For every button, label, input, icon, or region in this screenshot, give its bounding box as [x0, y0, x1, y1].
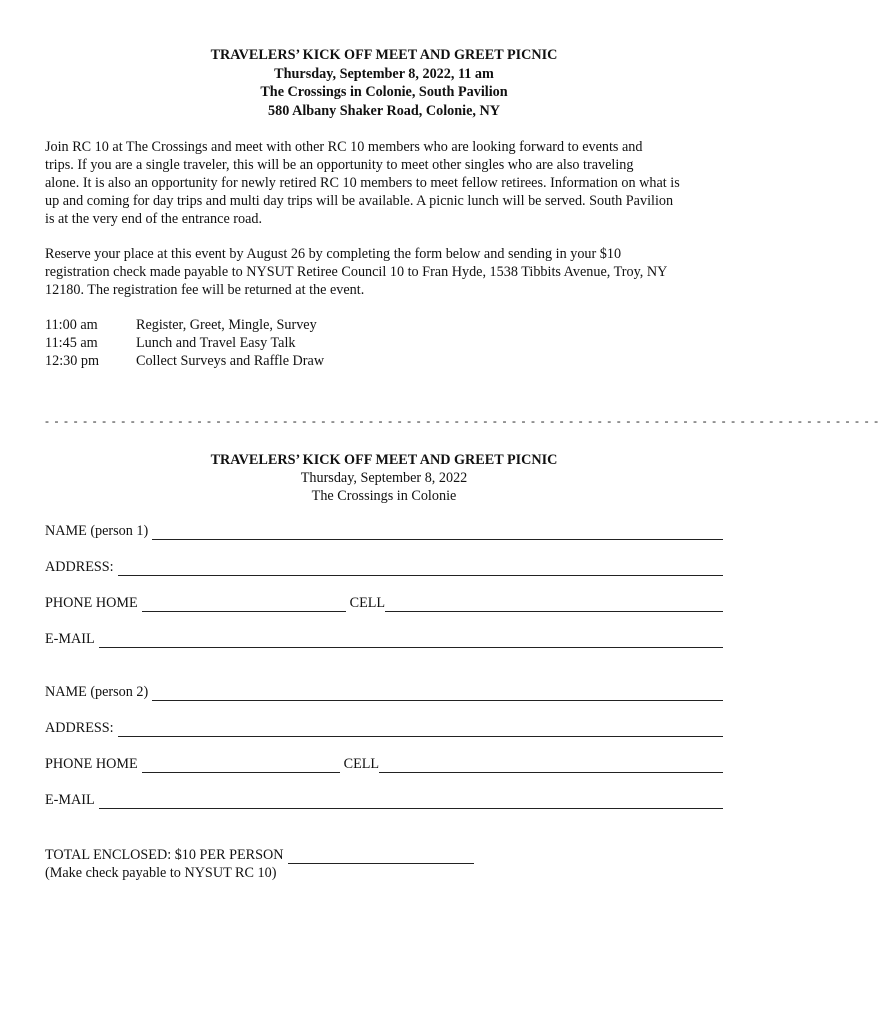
reserve-line: registration check made payable to NYSUT Retiree Council 10 to Fran Hyde, 1538 Tibbits Avenue, Troy, NY: [45, 264, 668, 280]
document-page: [45, 46, 879, 882]
reserve-paragraph: [45, 245, 723, 299]
cell-person2-label: CELL: [343, 756, 380, 772]
schedule-row: [45, 316, 723, 334]
name-person2-label: NAME (person 2): [45, 684, 149, 700]
phone-person2-field[interactable]: [45, 755, 723, 773]
address-person2-field[interactable]: [45, 719, 723, 737]
form-date: Thursday, September 8, 2022: [300, 470, 468, 486]
cell-person2-blank[interactable]: [379, 758, 723, 773]
schedule-time: 11:00 am: [45, 317, 98, 333]
cell-person1-label: CELL: [349, 595, 386, 611]
phone-home-person2-blank[interactable]: [142, 758, 340, 773]
email-person1-label: E-MAIL: [45, 631, 95, 647]
schedule-activity: Collect Surveys and Raffle Draw: [136, 353, 325, 369]
intro-paragraph: [45, 138, 723, 228]
phone-home-person1-label: PHONE HOME: [45, 595, 138, 611]
phone-home-person1-blank[interactable]: [142, 597, 346, 612]
name-person1-blank[interactable]: [152, 525, 723, 540]
address-person2-blank[interactable]: [118, 722, 723, 737]
address-person1-label: ADDRESS:: [45, 559, 114, 575]
form-venue: The Crossings in Colonie: [311, 488, 457, 504]
event-address: 580 Albany Shaker Road, Colonie, NY: [268, 102, 500, 119]
check-payable-note: (Make check payable to NYSUT RC 10): [45, 865, 277, 881]
email-person2-field[interactable]: [45, 791, 723, 809]
form-header: [45, 451, 723, 505]
email-person2-label: E-MAIL: [45, 792, 95, 808]
name-person2-blank[interactable]: [152, 686, 723, 701]
form-title: TRAVELERS’ KICK OFF MEET AND GREET PICNIC: [210, 452, 558, 468]
schedule-row: [45, 334, 723, 352]
event-venue: The Crossings in Colonie, South Pavilion: [260, 84, 508, 100]
reserve-line: 12180. The registration fee will be returned at the event.: [45, 282, 365, 298]
intro-line: alone. It is also an opportunity for newly retired RC 10 members to meet fellow retirees. Information on what is: [45, 175, 680, 191]
intro-line: up and coming for day trips and multi day trips will be available. A picnic lunch will be served. South Pavilion: [45, 193, 674, 209]
reserve-line: Reserve your place at this event by August 26 by completing the form below and sending in your $10: [45, 246, 622, 262]
name-person1-label: NAME (person 1): [45, 523, 149, 539]
phone-home-person2-label: PHONE HOME: [45, 756, 138, 772]
address-person2-label: ADDRESS:: [45, 720, 114, 736]
email-person1-blank[interactable]: [99, 633, 723, 648]
schedule: [45, 316, 723, 370]
schedule-activity: Register, Greet, Mingle, Survey: [136, 317, 317, 333]
address-person1-field[interactable]: [45, 558, 723, 576]
cell-person1-blank[interactable]: [385, 597, 723, 612]
email-person1-field[interactable]: [45, 630, 723, 648]
total-enclosed-label: TOTAL ENCLOSED: $10 PER PERSON: [45, 847, 284, 863]
name-person2-field[interactable]: [45, 683, 723, 701]
schedule-time: 11:45 am: [45, 335, 98, 351]
name-person1-field[interactable]: [45, 522, 723, 540]
schedule-row: [45, 352, 723, 370]
event-header: [45, 46, 723, 120]
intro-line: Join RC 10 at The Crossings and meet with other RC 10 members who are looking forward to events and: [45, 139, 643, 155]
event-date-time: Thursday, September 8, 2022, 11 am: [274, 65, 494, 82]
address-person1-blank[interactable]: [118, 561, 723, 576]
event-title: TRAVELERS’ KICK OFF MEET AND GREET PICNIC: [210, 47, 558, 63]
total-enclosed-field[interactable]: [45, 846, 723, 864]
phone-person1-field[interactable]: [45, 594, 723, 612]
cut-line-divider: - - - - - - - - - - - - - - - - - - - - - - - - - - - - - - - - - - - - - - - - - - - - - - - - - - - - - - - - - - - - - - - - - - - - - - - - - - - - - - - - - - - - - - - -: [45, 414, 879, 428]
email-person2-blank[interactable]: [99, 794, 723, 809]
intro-line: trips. If you are a single traveler, this will be an opportunity to meet other singles who are also traveling: [45, 157, 634, 173]
total-enclosed-blank[interactable]: [288, 849, 474, 864]
intro-line: is at the very end of the entrance road.: [45, 211, 263, 227]
schedule-time: 12:30 pm: [45, 353, 99, 369]
schedule-activity: Lunch and Travel Easy Talk: [136, 335, 296, 351]
